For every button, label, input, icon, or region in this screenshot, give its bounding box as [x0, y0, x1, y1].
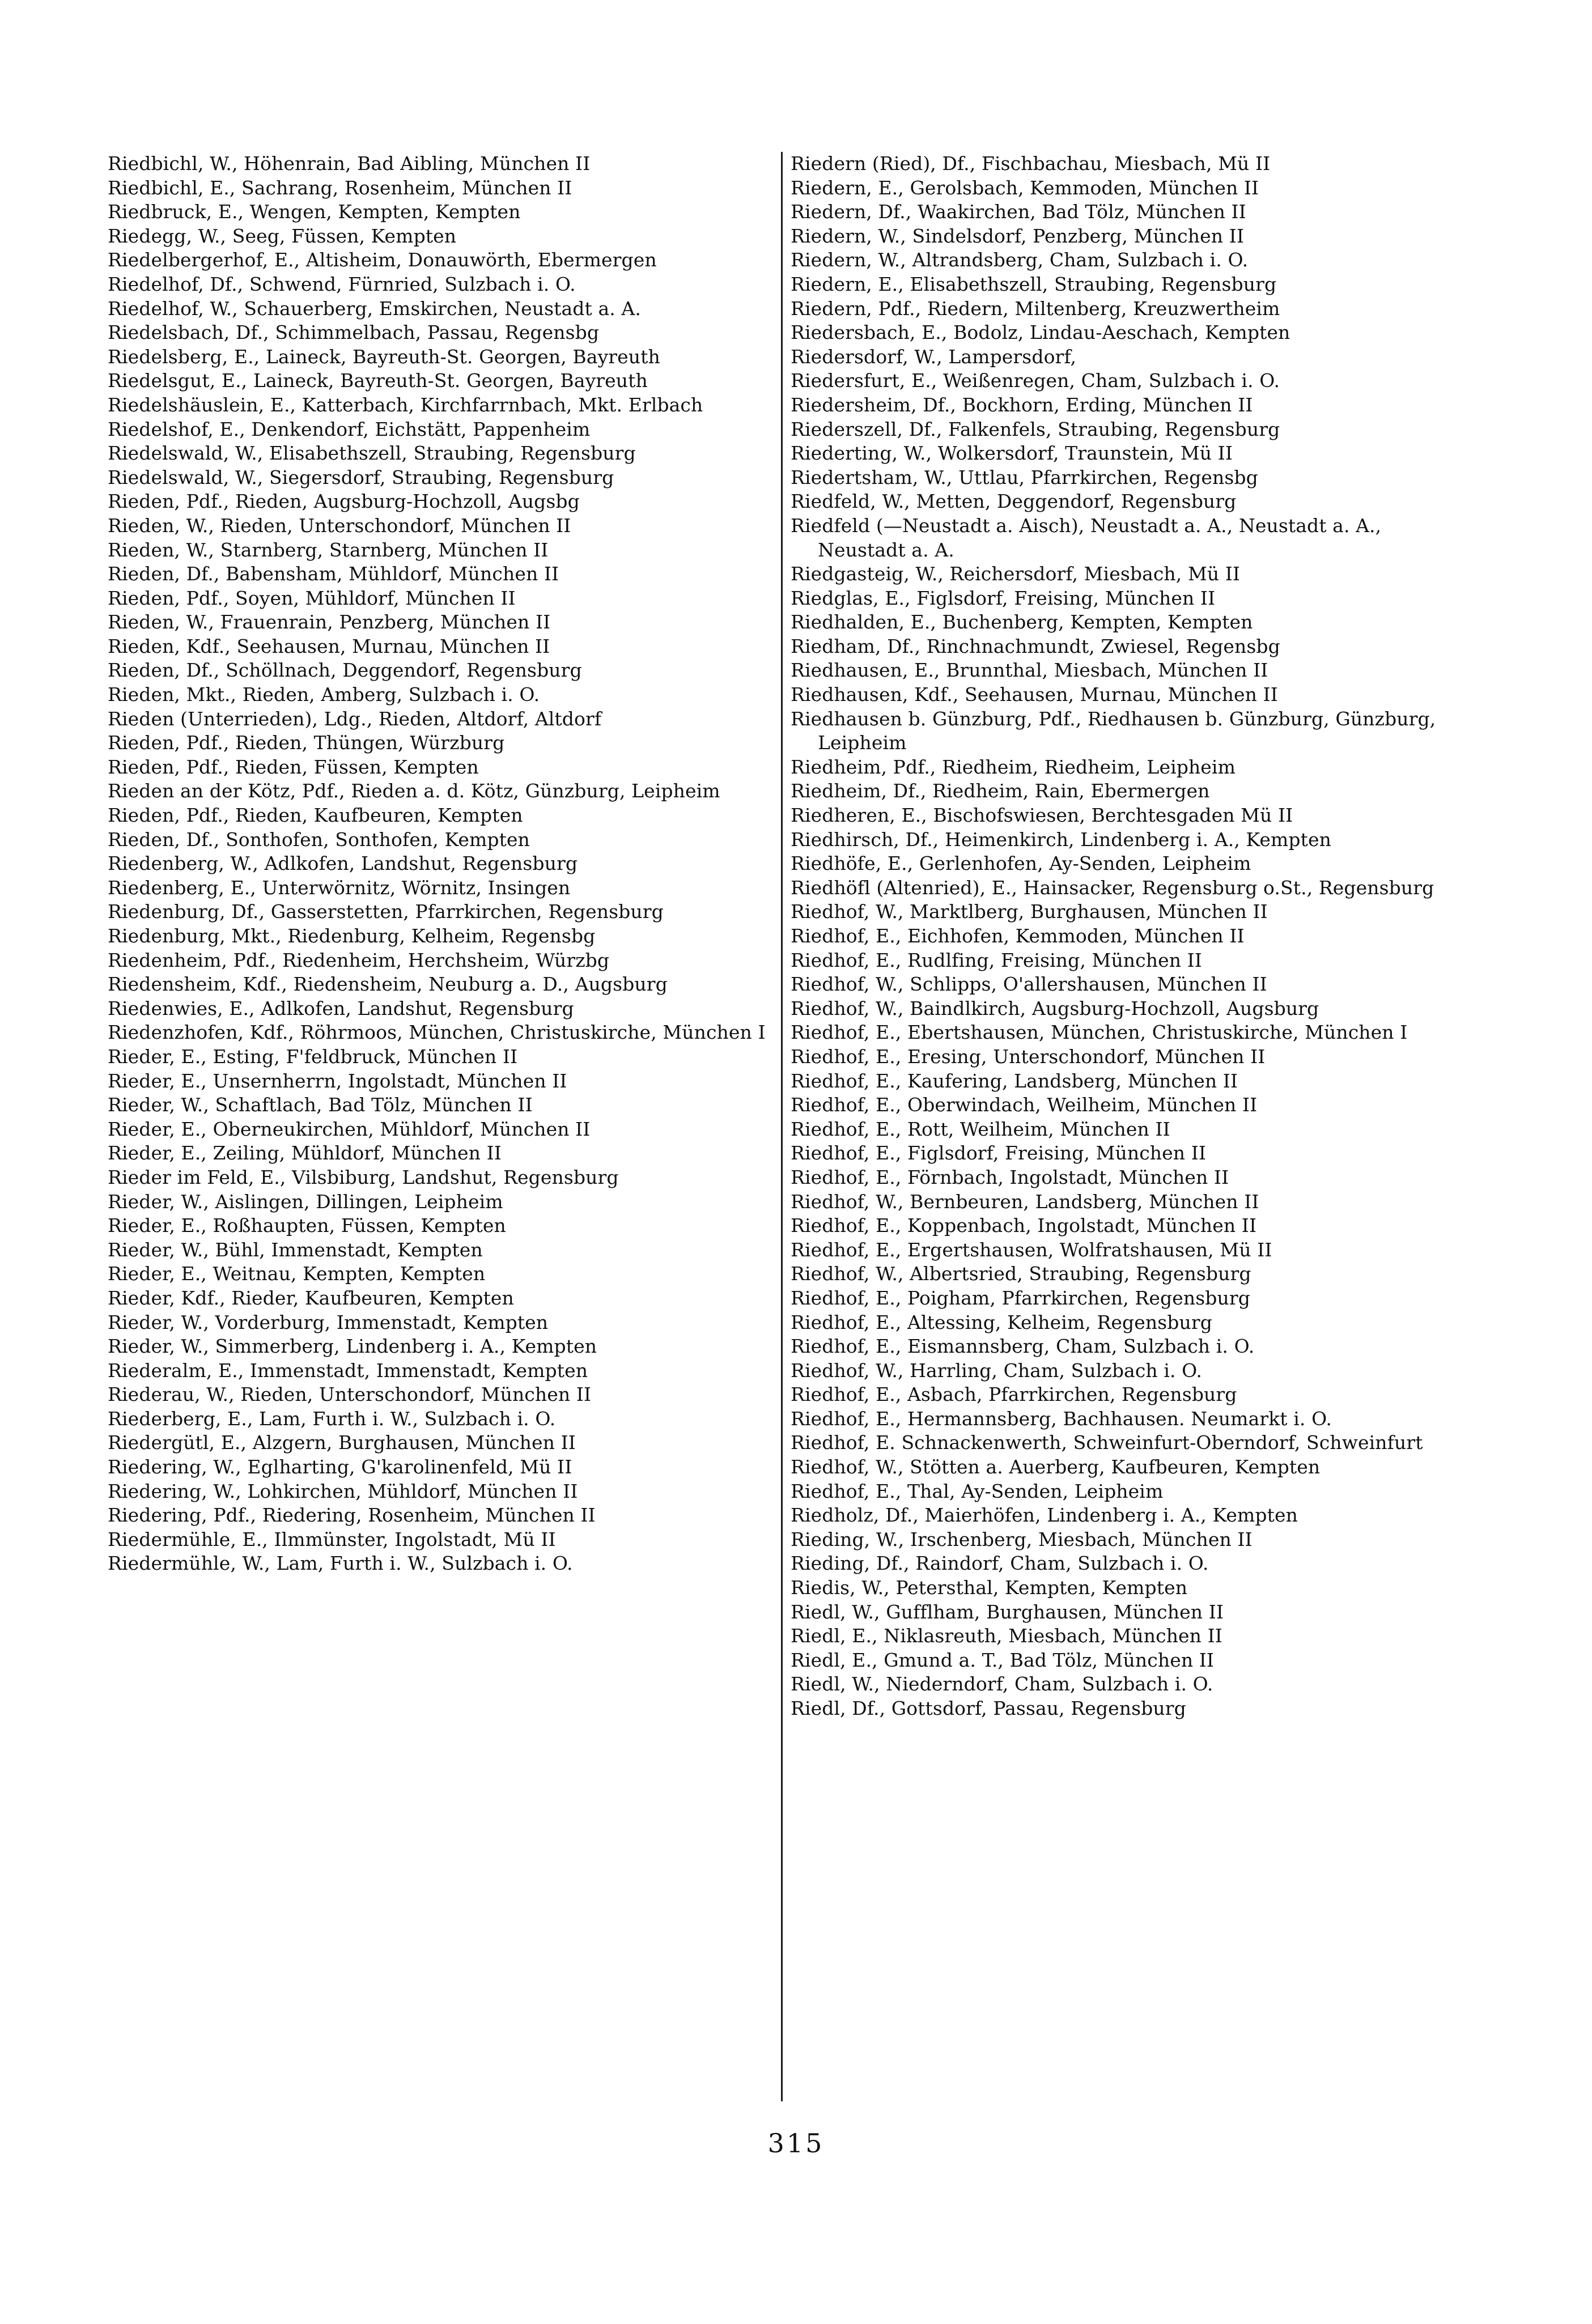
gazetteer-entry: Rieden, Pdf., Rieden, Kaufbeuren, Kempten	[108, 804, 523, 827]
gazetteer-entry: Riedhausen b. Günzburg, Pdf., Riedhausen b. Günzburg, Günzburg, Leipheim	[791, 707, 1436, 754]
gazetteer-entry: Riedenburg, Df., Gasserstetten, Pfarrkirchen, Regensburg	[108, 900, 664, 923]
gazetteer-entry: Riedbruck, E., Wengen, Kempten, Kempten	[108, 201, 521, 223]
gazetteer-entry: Riedersfurt, E., Weißenregen, Cham, Sulzbach i. O.	[791, 369, 1280, 392]
gazetteer-entry: Riedern, E., Elisabethszell, Straubing, Regensburg	[791, 273, 1277, 295]
gazetteer-entry: Riedern, W., Altrandsberg, Cham, Sulzbach i. O.	[791, 249, 1249, 271]
gazetteer-entry: Rieden, W., Starnberg, Starnberg, München II	[108, 538, 549, 561]
gazetteer-entry: Riedenburg, Mkt., Riedenburg, Kelheim, Regensbg	[108, 925, 596, 947]
gazetteer-entry: Riedelsberg, E., Laineck, Bayreuth-St. Georgen, Bayreuth	[108, 345, 660, 368]
gazetteer-entry: Rieder, W., Schaftlach, Bad Tölz, München II	[108, 1094, 533, 1116]
gazetteer-entry: Riedhof, E., Kaufering, Landsberg, München II	[791, 1069, 1238, 1092]
gazetteer-entry: Riedhof, E., Eresing, Unterschondorf, München II	[791, 1045, 1266, 1068]
gazetteer-entry: Rieder, W., Simmerberg, Lindenberg i. A., Kempten	[108, 1335, 597, 1358]
gazetteer-entry: Rieding, Df., Raindorf, Cham, Sulzbach i. O.	[791, 1552, 1209, 1575]
left-column	[108, 152, 774, 2079]
gazetteer-entry: Riedl, Df., Gottsdorf, Passau, Regensburg	[791, 1697, 1186, 1719]
gazetteer-entry: Rieder, E., Roßhaupten, Füssen, Kempten	[108, 1214, 506, 1237]
gazetteer-entry: Riedglas, E., Figlsdorf, Freising, München II	[791, 587, 1216, 609]
gazetteer-entry: Riedelhof, W., Schauerberg, Emskirchen, Neustadt a. A.	[108, 297, 641, 320]
gazetteer-entry: Riedern (Ried), Df., Fischbachau, Miesbach, Mü II	[791, 152, 1271, 175]
gazetteer-entry: Riedheren, E., Bischofswiesen, Berchtesgaden Mü II	[791, 804, 1293, 827]
gazetteer-entry: Riedhirsch, Df., Heimenkirch, Lindenberg i. A., Kempten	[791, 828, 1331, 851]
gazetteer-entry: Riedl, W., Niederndorf, Cham, Sulzbach i. O.	[791, 1673, 1213, 1696]
gazetteer-entry: Riedern, W., Sindelsdorf, Penzberg, München II	[791, 224, 1244, 247]
gazetteer-entry: Riedern, Df., Waakirchen, Bad Tölz, München II	[791, 201, 1246, 223]
gazetteer-entry: Riedersbach, E., Bodolz, Lindau-Aeschach, Kempten	[791, 321, 1290, 344]
gazetteer-entry: Riedham, Df., Rinchnachmundt, Zwiesel, Regensbg	[791, 635, 1280, 657]
column-divider	[781, 152, 783, 2101]
gazetteer-entry: Riedermühle, W., Lam, Furth i. W., Sulzbach i. O.	[108, 1552, 573, 1575]
gazetteer-entry: Riedertsham, W., Uttlau, Pfarrkirchen, Regensbg	[791, 466, 1258, 488]
gazetteer-entry: Riedenwies, E., Adlkofen, Landshut, Regensburg	[108, 997, 574, 1019]
gazetteer-entry: Rieden, Pdf., Rieden, Thüngen, Würzburg	[108, 732, 505, 754]
gazetteer-entry: Rieden, Pdf., Rieden, Augsburg-Hochzoll, Augsbg	[108, 490, 580, 513]
gazetteer-entry: Riedhof, W., Stötten a. Auerberg, Kaufbeuren, Kempten	[791, 1456, 1321, 1478]
gazetteer-entry: Riedhof, W., Harrling, Cham, Sulzbach i. O.	[791, 1359, 1202, 1382]
gazetteer-entry: Rieder, E., Unsernherrn, Ingolstadt, München II	[108, 1069, 567, 1092]
gazetteer-entry: Riedhof, W., Schlipps, O'allershausen, München II	[791, 973, 1267, 996]
gazetteer-entry: Rieden, Df., Babensham, Mühldorf, München II	[108, 563, 559, 585]
gazetteer-entry: Riedhof, E., Ebertshausen, München, Christuskirche, München I	[791, 1021, 1408, 1044]
gazetteer-entry: Riedbichl, W., Höhenrain, Bad Aibling, München II	[108, 152, 591, 175]
gazetteer-entry: Riedl, E., Gmund a. T., Bad Tölz, München II	[791, 1649, 1215, 1671]
gazetteer-entry: Rieder, E., Weitnau, Kempten, Kempten	[108, 1263, 486, 1285]
gazetteer-entry: Riedhausen, E., Brunnthal, Miesbach, München II	[791, 659, 1268, 682]
gazetteer-entry: Riedhof, E., Rott, Weilheim, München II	[791, 1118, 1170, 1140]
gazetteer-entry: Riedern, Pdf., Riedern, Miltenberg, Kreuzwertheim	[791, 297, 1280, 320]
gazetteer-entry: Riedersdorf, W., Lampersdorf,	[791, 345, 1077, 368]
gazetteer-entry: Riederau, W., Rieden, Unterschondorf, München II	[108, 1383, 592, 1406]
gazetteer-entry: Riedelshäuslein, E., Katterbach, Kirchfarrnbach, Mkt. Erlbach	[108, 393, 703, 416]
gazetteer-entry: Riedhalden, E., Buchenberg, Kempten, Kempten	[791, 611, 1253, 634]
gazetteer-entry: Riedhof, E., Eismannsberg, Cham, Sulzbach i. O.	[791, 1335, 1255, 1358]
gazetteer-entry: Riedenzhofen, Kdf., Röhrmoos, München, Christuskirche, München I	[108, 1021, 766, 1044]
gazetteer-entry: Riedering, W., Lohkirchen, Mühldorf, München II	[108, 1480, 578, 1502]
gazetteer-entry: Riedholz, Df., Maierhöfen, Lindenberg i. A., Kempten	[791, 1504, 1298, 1527]
gazetteer-entry: Riedis, W., Petersthal, Kempten, Kempten	[791, 1577, 1188, 1599]
gazetteer-entry: Riedergütl, E., Alzgern, Burghausen, München II	[108, 1431, 576, 1454]
gazetteer-entry: Riedfeld (—Neustadt a. Aisch), Neustadt a. A., Neustadt a. A., Neustadt a. A.	[791, 514, 1382, 561]
gazetteer-entry: Riedhof, W., Albertsried, Straubing, Regensburg	[791, 1263, 1251, 1285]
gazetteer-entry: Riedern, E., Gerolsbach, Kemmoden, München II	[791, 176, 1259, 199]
gazetteer-entry: Riedhof, E., Figlsdorf, Freising, München II	[791, 1142, 1206, 1165]
gazetteer-entry: Rieden, Kdf., Seehausen, Murnau, München II	[108, 635, 550, 657]
gazetteer-entry: Riedersheim, Df., Bockhorn, Erding, München II	[791, 393, 1253, 416]
gazetteer-entry: Riedegg, W., Seeg, Füssen, Kempten	[108, 224, 457, 247]
gazetteer-entry: Rieder, Kdf., Rieder, Kaufbeuren, Kempten	[108, 1286, 514, 1309]
gazetteer-entry: Rieder, E., Oberneukirchen, Mühldorf, München II	[108, 1118, 591, 1140]
gazetteer-entry: Riedenberg, W., Adlkofen, Landshut, Regensburg	[108, 852, 578, 875]
gazetteer-entry: Riedhof, E., Altessing, Kelheim, Regensburg	[791, 1311, 1212, 1333]
gazetteer-entry: Rieder im Feld, E., Vilsbiburg, Landshut, Regensburg	[108, 1166, 619, 1188]
gazetteer-entry: Riedhof, E., Oberwindach, Weilheim, München II	[791, 1094, 1258, 1116]
right-column	[791, 152, 1457, 2079]
gazetteer-entry: Rieding, W., Irschenberg, Miesbach, München II	[791, 1528, 1253, 1550]
gazetteer-entry: Riedelsbach, Df., Schimmelbach, Passau, Regensbg	[108, 321, 600, 344]
gazetteer-entry: Riedhof, E., Koppenbach, Ingolstadt, München II	[791, 1214, 1257, 1237]
gazetteer-entry: Riedhof, W., Baindlkirch, Augsburg-Hochzoll, Augsburg	[791, 997, 1319, 1019]
gazetteer-entry: Riedheim, Pdf., Riedheim, Riedheim, Leipheim	[791, 755, 1236, 778]
gazetteer-entry: Riedelswald, W., Elisabethszell, Straubing, Regensburg	[108, 442, 636, 465]
gazetteer-entry: Rieder, E., Zeiling, Mühldorf, München II	[108, 1142, 502, 1165]
gazetteer-entry: Riedensheim, Kdf., Riedensheim, Neuburg a. D., Augsburg	[108, 973, 668, 996]
gazetteer-entry: Riedbichl, E., Sachrang, Rosenheim, München II	[108, 176, 572, 199]
gazetteer-entry: Riedelshof, E., Denkendorf, Eichstätt, Pappenheim	[108, 418, 591, 440]
gazetteer-entry: Riedelswald, W., Siegersdorf, Straubing, Regensburg	[108, 466, 614, 488]
gazetteer-entry: Riedheim, Df., Riedheim, Rain, Ebermergen	[791, 780, 1210, 802]
gazetteer-entry: Rieder, W., Aislingen, Dillingen, Leipheim	[108, 1190, 503, 1213]
gazetteer-entry: Riedermühle, E., Ilmmünster, Ingolstadt, Mü II	[108, 1528, 556, 1550]
gazetteer-entry: Riedering, Pdf., Riedering, Rosenheim, München II	[108, 1504, 596, 1527]
gazetteer-entry: Riedhof, E., Förnbach, Ingolstadt, München II	[791, 1166, 1229, 1188]
gazetteer-entry: Rieden, Df., Schöllnach, Deggendorf, Regensburg	[108, 659, 582, 682]
page-number: 315	[767, 2128, 825, 2159]
gazetteer-entry: Riedelsgut, E., Laineck, Bayreuth-St. Georgen, Bayreuth	[108, 369, 648, 392]
gazetteer-entry: Riedhöfe, E., Gerlenhofen, Ay-Senden, Leipheim	[791, 852, 1251, 875]
gazetteer-entry: Riedhöfl (Altenried), E., Hainsacker, Regensburg o.St., Regensburg	[791, 876, 1434, 899]
gazetteer-entry: Rieden, W., Frauenrain, Penzberg, München II	[108, 611, 551, 634]
gazetteer-entry: Riedhof, E. Schnackenwerth, Schweinfurt-Oberndorf, Schweinfurt	[791, 1431, 1423, 1454]
gazetteer-entry: Rieder, E., Esting, F'feldbruck, München II	[108, 1045, 518, 1068]
gazetteer-entry: Riedhof, E., Eichhofen, Kemmoden, München II	[791, 925, 1245, 947]
gazetteer-entry: Rieder, W., Bühl, Immenstadt, Kempten	[108, 1238, 483, 1261]
gazetteer-entry: Rieden, W., Rieden, Unterschondorf, München II	[108, 514, 571, 537]
gazetteer-entry: Riedenberg, E., Unterwörnitz, Wörnitz, Insingen	[108, 876, 571, 899]
gazetteer-entry: Riedhausen, Kdf., Seehausen, Murnau, München II	[791, 683, 1278, 706]
gazetteer-entry: Riedhof, E., Rudlfing, Freising, München II	[791, 949, 1202, 971]
gazetteer-entry: Riedelhof, Df., Schwend, Fürnried, Sulzbach i. O.	[108, 273, 576, 295]
gazetteer-entry: Riedering, W., Eglharting, G'karolinenfeld, Mü II	[108, 1456, 572, 1478]
gazetteer-entry: Riedhof, E., Poigham, Pfarrkirchen, Regensburg	[791, 1286, 1250, 1309]
gazetteer-entry: Riedhof, W., Bernbeuren, Landsberg, München II	[791, 1190, 1259, 1213]
gazetteer-entry: Rieden, Pdf., Rieden, Füssen, Kempten	[108, 755, 479, 778]
gazetteer-entry: Riederalm, E., Immenstadt, Immenstadt, Kempten	[108, 1359, 588, 1382]
gazetteer-entry: Rieden, Df., Sonthofen, Sonthofen, Kempten	[108, 828, 530, 851]
gazetteer-entry: Rieden (Unterrieden), Ldg., Rieden, Altdorf, Altdorf	[108, 707, 602, 730]
gazetteer-entry: Rieden, Mkt., Rieden, Amberg, Sulzbach i. O.	[108, 683, 540, 706]
gazetteer-entry: Rieden, Pdf., Soyen, Mühldorf, München II	[108, 587, 516, 609]
gazetteer-entry: Riederszell, Df., Falkenfels, Straubing, Regensburg	[791, 418, 1280, 440]
gazetteer-entry: Riedelbergerhof, E., Altisheim, Donauwörth, Ebermergen	[108, 249, 657, 271]
gazetteer-entry: Riedhof, E., Hermannsberg, Bachhausen. Neumarkt i. O.	[791, 1407, 1332, 1430]
gazetteer-entry: Riedl, W., Gufflham, Burghausen, München II	[791, 1600, 1224, 1623]
gazetteer-entry: Riedenheim, Pdf., Riedenheim, Herchsheim, Würzbg	[108, 949, 610, 971]
gazetteer-entry: Riedfeld, W., Metten, Deggendorf, Regensburg	[791, 490, 1237, 513]
gazetteer-entry: Rieder, W., Vorderburg, Immenstadt, Kempten	[108, 1311, 549, 1333]
gazetteer-entry: Riedl, E., Niklasreuth, Miesbach, München II	[791, 1625, 1222, 1647]
gazetteer-entry: Riedhof, E., Ergertshausen, Wolfratshausen, Mü II	[791, 1238, 1272, 1261]
gazetteer-entry: Riedgasteig, W., Reichersdorf, Miesbach, Mü II	[791, 563, 1241, 585]
gazetteer-entry: Riedhof, W., Marktlberg, Burghausen, München II	[791, 900, 1268, 923]
gazetteer-entry: Rieden an der Kötz, Pdf., Rieden a. d. Kötz, Günzburg, Leipheim	[108, 780, 720, 802]
gazetteer-entry: Riedhof, E., Thal, Ay-Senden, Leipheim	[791, 1480, 1164, 1502]
gazetteer-entry: Riederberg, E., Lam, Furth i. W., Sulzbach i. O.	[108, 1407, 556, 1430]
gazetteer-entry: Riederting, W., Wolkersdorf, Traunstein, Mü II	[791, 442, 1233, 465]
gazetteer-entry: Riedhof, E., Asbach, Pfarrkirchen, Regensburg	[791, 1383, 1237, 1406]
